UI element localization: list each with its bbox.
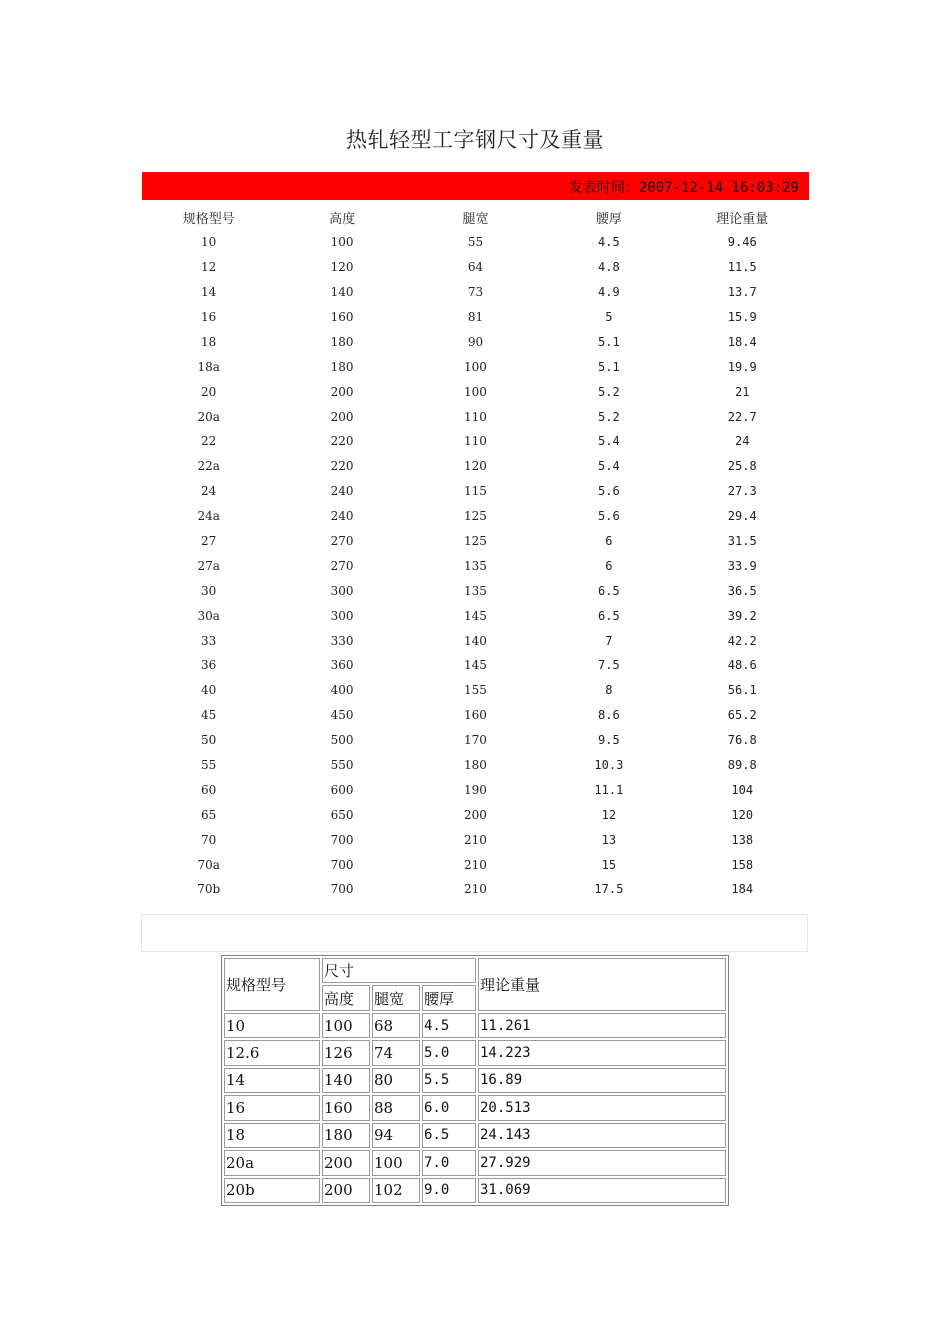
table-row	[224, 1095, 726, 1120]
table-row	[142, 628, 809, 653]
cell-model: 24a	[197, 509, 220, 524]
cell-flange-width: 160	[464, 708, 487, 723]
cell-height: 200	[322, 1178, 370, 1204]
light-i-beam-table	[142, 205, 809, 902]
cell-weight: 31.069	[478, 1178, 726, 1204]
cell-model: 16	[224, 1095, 320, 1120]
cell-height: 330	[330, 633, 354, 648]
cell-model: 27	[201, 534, 217, 549]
cell-web-thickness: 5.4	[598, 434, 620, 449]
cell-web-thickness: 5.1	[598, 359, 620, 374]
cell-height: 180	[330, 334, 354, 349]
table-row	[142, 802, 809, 827]
cell-web-thickness: 8.6	[598, 708, 620, 723]
cell-height: 100	[322, 1013, 370, 1038]
cell-flange-width: 180	[464, 758, 487, 773]
cell-weight: 76.8	[727, 733, 757, 748]
cell-height: 100	[330, 235, 354, 250]
cell-web-thickness: 5.2	[598, 384, 620, 399]
table-row	[142, 429, 809, 454]
cell-flange-width: 102	[372, 1178, 420, 1204]
cell-model: 10	[201, 235, 217, 250]
cell-height: 650	[330, 807, 354, 822]
cell-flange-width: 115	[464, 484, 487, 499]
cell-flange-width: 155	[464, 683, 487, 698]
cell-model: 20a	[224, 1150, 320, 1175]
cell-weight: 39.2	[727, 608, 757, 623]
table-row	[224, 1040, 726, 1065]
table-row	[142, 777, 809, 802]
page-title: 热轧轻型工字钢尺寸及重量	[346, 128, 604, 152]
cell-weight: 14.223	[478, 1040, 726, 1065]
cell-weight: 21	[735, 384, 750, 399]
cell-web-thickness: 6	[605, 558, 613, 573]
table-row	[142, 329, 809, 354]
cell-flange-width: 73	[467, 285, 484, 300]
cell-model: 60	[201, 782, 217, 797]
cell-model: 24	[201, 484, 217, 499]
cell-flange-width: 90	[467, 334, 484, 349]
cell-weight: 20.513	[478, 1095, 726, 1120]
table-row	[142, 728, 809, 753]
cell-height: 300	[330, 583, 354, 598]
cell-height: 140	[330, 285, 354, 300]
cell-flange-width: 210	[464, 832, 487, 847]
cell-flange-width: 81	[467, 310, 484, 324]
cell-model: 22	[201, 434, 217, 449]
cell-weight: 15.9	[727, 310, 757, 324]
table-row	[142, 653, 809, 678]
cell-weight: 104	[731, 782, 754, 797]
table-row	[224, 1150, 726, 1175]
cell-web-thickness: 5.6	[598, 484, 620, 499]
cell-flange-width: 80	[372, 1068, 420, 1093]
cell-height: 270	[330, 558, 354, 573]
cell-height: 300	[330, 608, 354, 623]
header-model: 规格型号	[224, 958, 320, 1011]
cell-weight: 27.3	[727, 484, 757, 499]
cell-weight: 42.2	[727, 633, 757, 648]
cell-height: 200	[322, 1150, 370, 1175]
cell-flange-width: 210	[464, 882, 487, 897]
cell-web-thickness: 5.4	[598, 459, 620, 474]
cell-height: 600	[330, 782, 354, 797]
table-row	[224, 1013, 726, 1038]
cell-model: 40	[201, 683, 217, 698]
cell-model: 12	[201, 260, 217, 275]
cell-flange-width: 120	[464, 459, 487, 474]
table-row	[224, 1123, 726, 1148]
table-row	[142, 454, 809, 479]
cell-model: 20b	[224, 1178, 320, 1204]
header-flange-width: 腿宽	[372, 985, 420, 1010]
cell-weight: 25.8	[727, 459, 757, 474]
cell-flange-width: 135	[464, 558, 487, 573]
cell-weight: 48.6	[727, 658, 757, 673]
cell-model: 14	[224, 1068, 320, 1093]
table-row	[142, 852, 809, 877]
table-row	[224, 1178, 726, 1204]
i-beam-spec-table	[221, 955, 729, 1206]
cell-flange-width: 64	[467, 260, 484, 275]
cell-weight: 18.4	[727, 334, 757, 349]
cell-model: 50	[201, 733, 217, 748]
cell-weight: 89.8	[727, 758, 757, 773]
header-web-thickness: 腰厚	[595, 211, 622, 227]
cell-web-thickness: 4.8	[598, 260, 620, 275]
header-weight: 理论重量	[478, 958, 726, 1011]
cell-model: 20a	[197, 409, 220, 424]
cell-flange-width: 68	[372, 1013, 420, 1038]
cell-web-thickness: 15	[601, 857, 617, 872]
cell-height: 700	[330, 882, 354, 897]
cell-model: 70a	[197, 857, 220, 872]
cell-model: 30	[201, 583, 217, 598]
cell-weight: 120	[731, 807, 754, 822]
cell-height: 160	[322, 1095, 370, 1120]
table-row	[142, 354, 809, 379]
cell-weight: 22.7	[727, 409, 757, 424]
table-header-row	[142, 205, 809, 230]
cell-flange-width: 125	[464, 534, 487, 549]
cell-web-thickness: 5.0	[422, 1040, 476, 1065]
cell-model: 30a	[197, 608, 220, 623]
cell-web-thickness: 5	[605, 310, 613, 324]
cell-web-thickness: 6	[605, 534, 613, 549]
cell-web-thickness: 5.2	[598, 409, 620, 424]
cell-web-thickness: 4.5	[422, 1013, 476, 1038]
table-row	[142, 404, 809, 429]
cell-model: 16	[201, 310, 217, 324]
cell-flange-width: 140	[464, 633, 487, 648]
cell-weight: 9.46	[727, 235, 757, 250]
cell-flange-width: 100	[372, 1150, 420, 1175]
header-theoretical-weight: 理论重量	[716, 211, 769, 227]
cell-web-thickness: 9.5	[598, 733, 620, 748]
cell-model: 18a	[197, 359, 220, 374]
cell-web-thickness: 7	[605, 633, 613, 648]
table-row	[142, 479, 809, 504]
table-row	[142, 529, 809, 554]
cell-weight: 65.2	[727, 708, 757, 723]
cell-web-thickness: 17.5	[594, 882, 624, 897]
cell-height: 360	[330, 658, 354, 673]
header-size: 尺寸	[322, 958, 476, 983]
table-row	[142, 379, 809, 404]
cell-flange-width: 55	[467, 235, 484, 250]
table-row	[142, 305, 809, 330]
cell-weight: 56.1	[727, 683, 757, 698]
cell-height: 220	[330, 434, 354, 449]
cell-model: 14	[201, 285, 217, 300]
cell-height: 200	[330, 409, 354, 424]
cell-model: 33	[201, 633, 217, 648]
cell-flange-width: 170	[464, 733, 487, 748]
cell-web-thickness: 10.3	[594, 758, 624, 773]
cell-web-thickness: 11.1	[594, 782, 624, 797]
cell-weight: 13.7	[727, 285, 757, 300]
cell-weight: 138	[731, 832, 754, 847]
table-row	[142, 280, 809, 305]
cell-flange-width: 88	[372, 1095, 420, 1120]
cell-height: 400	[330, 683, 354, 698]
cell-web-thickness: 7.0	[422, 1150, 476, 1175]
cell-web-thickness: 4.9	[598, 285, 620, 300]
cell-weight: 33.9	[727, 558, 757, 573]
cell-height: 700	[330, 857, 354, 872]
cell-web-thickness: 6.5	[422, 1123, 476, 1148]
cell-height: 450	[330, 708, 354, 723]
cell-model: 20	[201, 384, 217, 399]
cell-flange-width: 135	[464, 583, 487, 598]
cell-flange-width: 200	[464, 807, 487, 822]
cell-flange-width: 125	[464, 509, 487, 524]
table-row	[142, 753, 809, 778]
cell-weight: 19.9	[727, 359, 757, 374]
cell-model: 45	[201, 708, 217, 723]
publish-label: 发表时间：	[568, 180, 639, 196]
table-row	[224, 1068, 726, 1093]
cell-height: 700	[330, 832, 354, 847]
cell-flange-width: 110	[464, 409, 487, 424]
table-body	[142, 230, 809, 902]
cell-weight: 31.5	[727, 534, 757, 549]
cell-flange-width: 145	[464, 608, 487, 623]
empty-panel	[141, 914, 808, 952]
cell-web-thickness: 4.5	[598, 235, 620, 250]
cell-web-thickness: 5.5	[422, 1068, 476, 1093]
cell-web-thickness: 5.1	[598, 334, 620, 349]
cell-height: 220	[330, 459, 354, 474]
header-height: 高度	[329, 211, 356, 227]
cell-flange-width: 110	[464, 434, 487, 449]
table-row	[142, 877, 809, 902]
cell-height: 200	[330, 384, 354, 399]
cell-model: 18	[224, 1123, 320, 1148]
cell-weight: 24	[735, 434, 750, 449]
header-model: 规格型号	[182, 211, 235, 227]
table-row	[142, 553, 809, 578]
cell-model: 10	[224, 1013, 320, 1038]
cell-weight: 27.929	[478, 1150, 726, 1175]
cell-weight: 184	[731, 882, 754, 897]
cell-model: 22a	[197, 459, 220, 474]
cell-web-thickness: 6.5	[598, 583, 620, 598]
cell-model: 27a	[197, 558, 220, 573]
cell-flange-width: 145	[464, 658, 487, 673]
cell-flange-width: 74	[372, 1040, 420, 1065]
cell-flange-width: 100	[464, 384, 487, 399]
cell-model: 70b	[197, 882, 221, 897]
table-row	[142, 578, 809, 603]
table-row	[142, 230, 809, 255]
publish-time	[569, 177, 799, 197]
cell-height: 180	[322, 1123, 370, 1148]
cell-weight: 24.143	[478, 1123, 726, 1148]
cell-web-thickness: 13	[601, 832, 617, 847]
cell-height: 270	[330, 534, 354, 549]
cell-web-thickness: 12	[601, 807, 617, 822]
cell-height: 126	[322, 1040, 370, 1065]
cell-weight: 11.261	[478, 1013, 726, 1038]
cell-weight: 29.4	[727, 509, 757, 524]
cell-web-thickness: 6.0	[422, 1095, 476, 1120]
table-row	[142, 827, 809, 852]
table-row	[142, 255, 809, 280]
publish-datetime: 2007-12-14 16:03:29	[638, 180, 799, 196]
cell-web-thickness: 5.6	[598, 509, 620, 524]
cell-height: 180	[330, 359, 354, 374]
publish-banner	[142, 172, 809, 200]
header-height: 高度	[322, 985, 370, 1010]
cell-model: 55	[201, 758, 217, 773]
cell-height: 140	[322, 1068, 370, 1093]
header-flange-width: 腿宽	[462, 211, 489, 227]
cell-flange-width: 210	[464, 857, 487, 872]
cell-web-thickness: 7.5	[598, 658, 620, 673]
cell-weight: 36.5	[727, 583, 757, 598]
cell-weight: 158	[731, 857, 754, 872]
cell-weight: 16.89	[478, 1068, 726, 1093]
cell-height: 550	[330, 758, 354, 773]
cell-model: 70	[201, 832, 217, 847]
table-row	[142, 603, 809, 628]
cell-flange-width: 100	[464, 359, 487, 374]
cell-model: 65	[201, 807, 217, 822]
table-row	[142, 504, 809, 529]
table-row	[142, 703, 809, 728]
cell-model: 12.6	[224, 1040, 320, 1065]
cell-model: 18	[201, 334, 217, 349]
cell-height: 120	[330, 260, 354, 275]
cell-model: 36	[201, 658, 217, 673]
header-web-thickness: 腰厚	[422, 985, 476, 1010]
cell-height: 160	[330, 310, 354, 324]
cell-height: 240	[330, 509, 354, 524]
table-row	[142, 678, 809, 703]
cell-height: 500	[330, 733, 354, 748]
cell-weight: 11.5	[727, 260, 757, 275]
cell-web-thickness: 9.0	[422, 1178, 476, 1204]
table-header-row	[224, 958, 726, 983]
cell-flange-width: 94	[372, 1123, 420, 1148]
cell-web-thickness: 6.5	[598, 608, 620, 623]
cell-web-thickness: 8	[605, 683, 613, 698]
cell-height: 240	[330, 484, 354, 499]
cell-flange-width: 190	[464, 782, 487, 797]
